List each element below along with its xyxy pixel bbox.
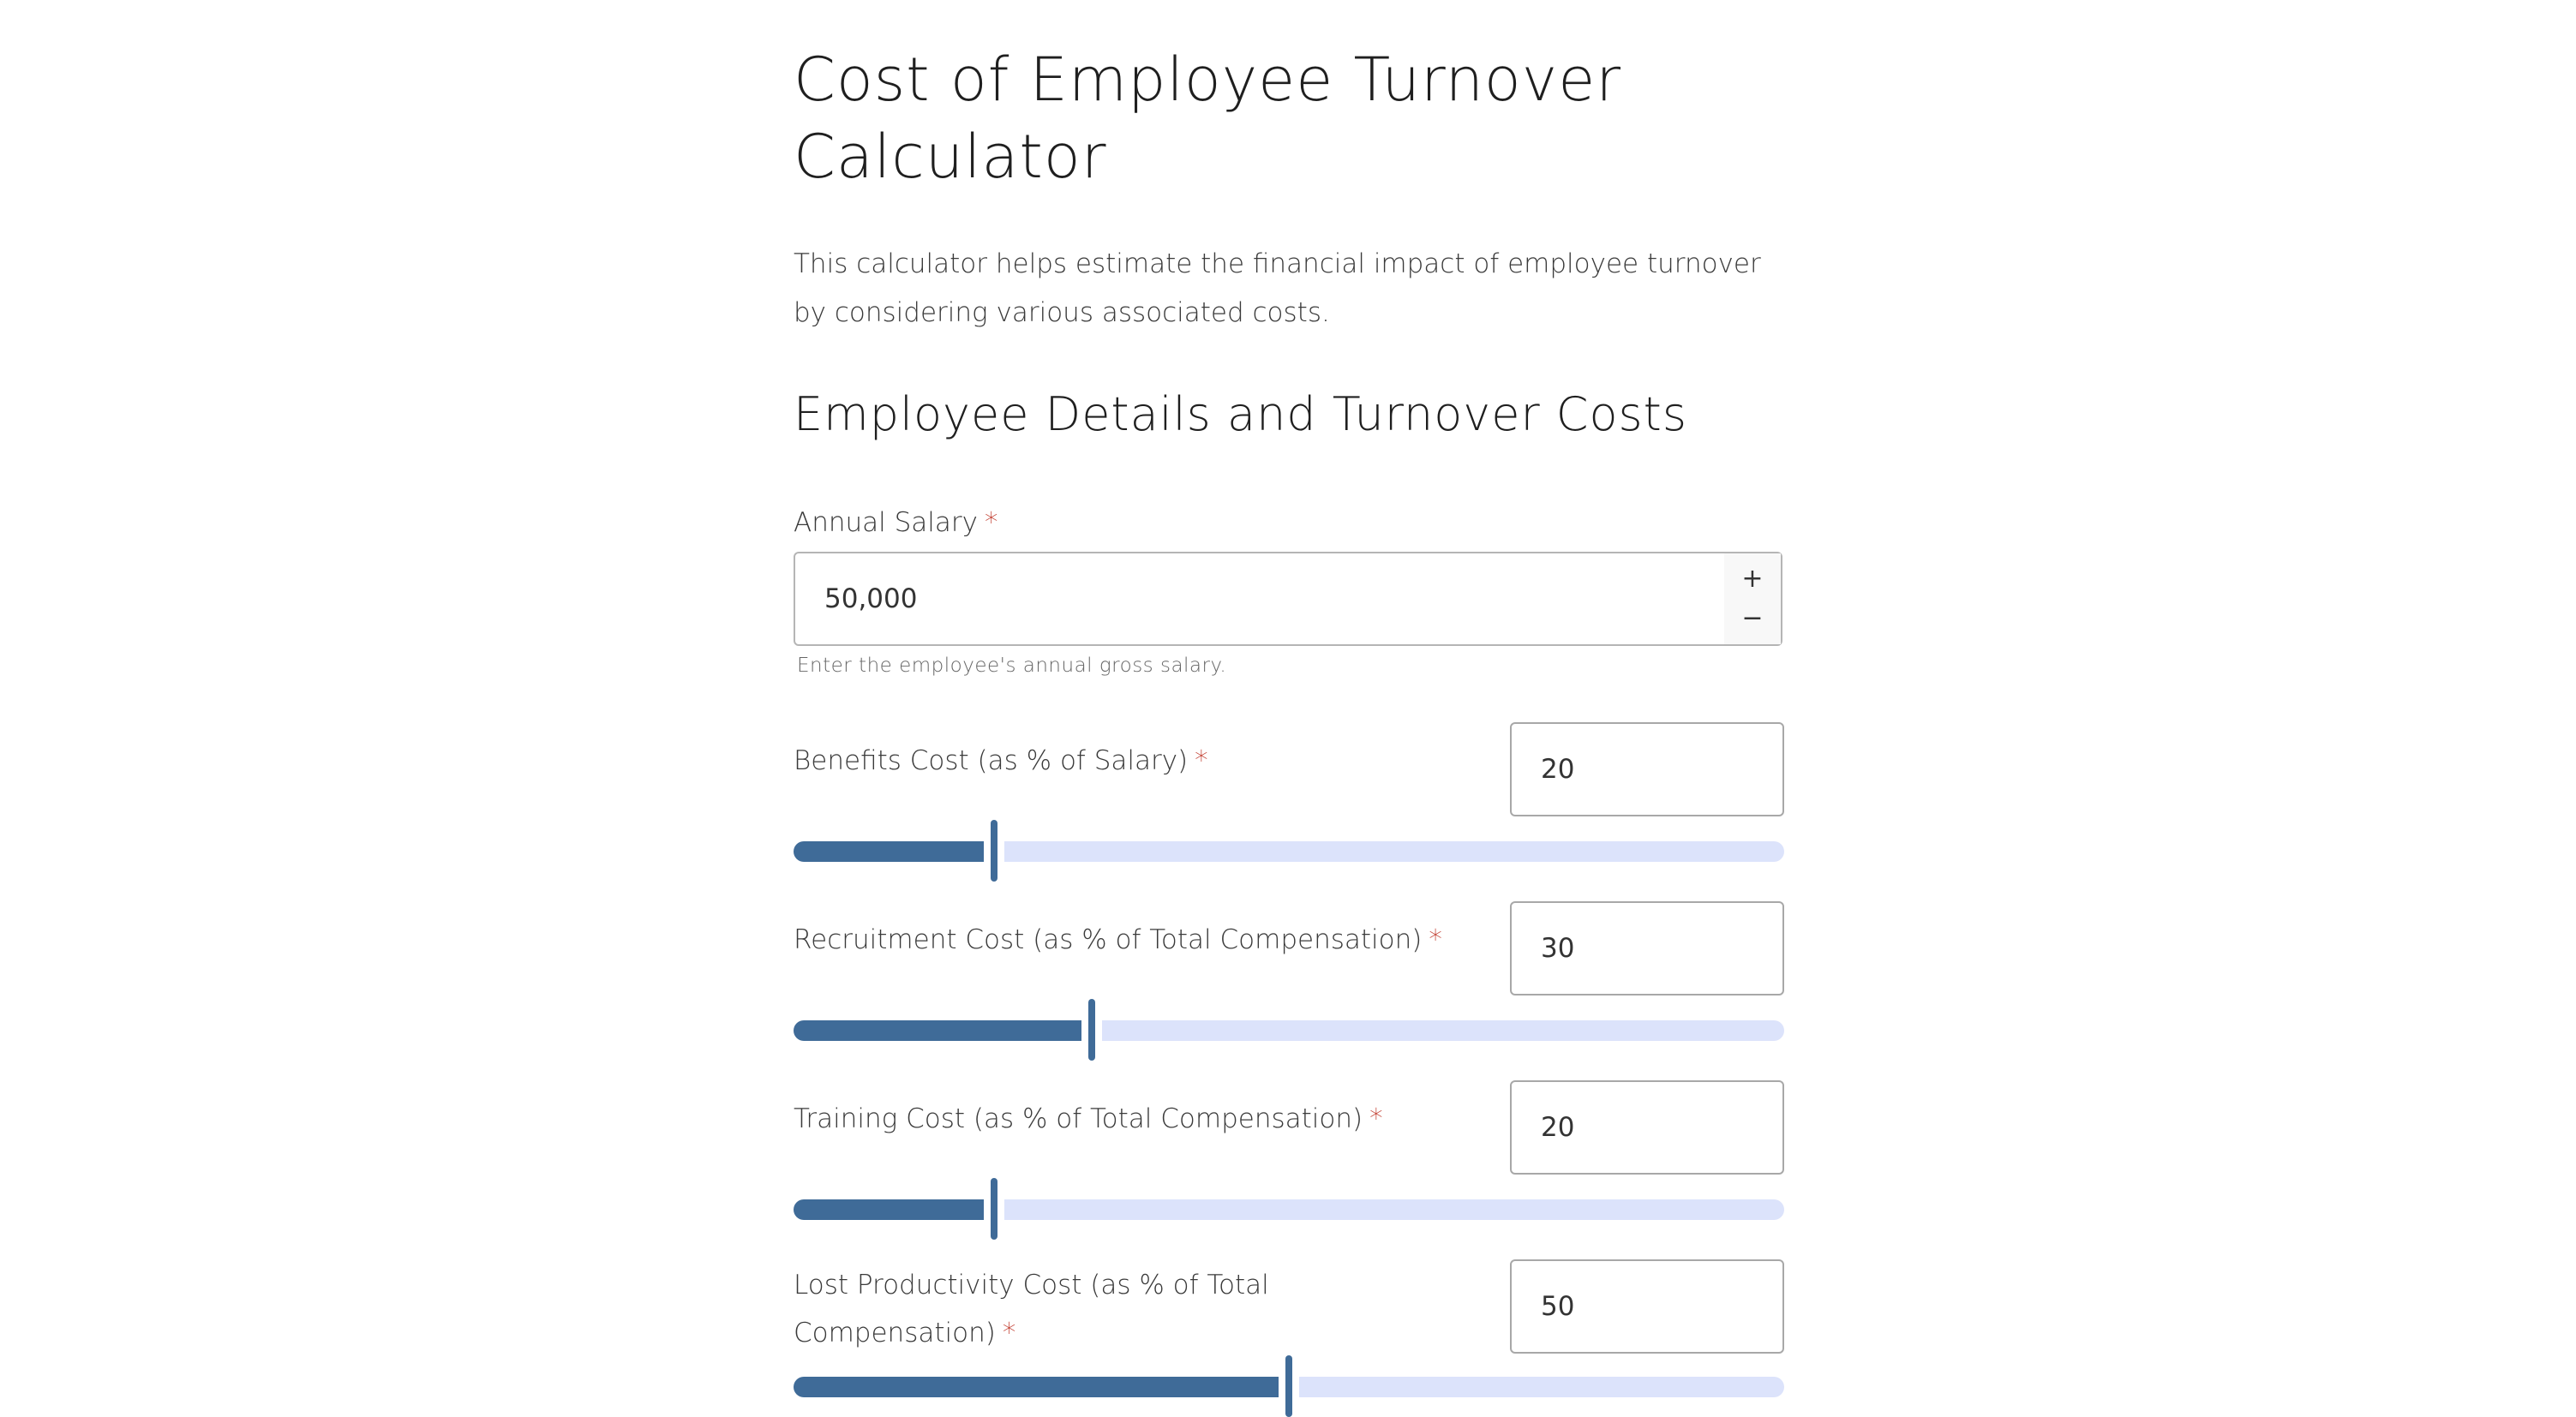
benefits-cost-slider[interactable] [794, 820, 1784, 882]
annual-salary-label [794, 504, 998, 541]
slider-track [1299, 1377, 1784, 1397]
lost-productivity-cost-number-field[interactable] [1510, 1259, 1784, 1354]
recruitment-cost-label-text: Recruitment Cost (as % of Total Compensation) [794, 924, 1423, 955]
slider-track [1102, 1020, 1784, 1041]
slider-track [1004, 1199, 1784, 1220]
training-cost-label [794, 1095, 1496, 1143]
training-cost-label-text: Training Cost (as % of Total Compensation) [794, 1103, 1363, 1134]
slider-fill [794, 1020, 1081, 1041]
annual-salary-input[interactable]: 50,000 [824, 583, 918, 614]
decrement-button[interactable]: − [1741, 603, 1764, 633]
required-marker: * [1002, 1318, 1016, 1348]
lost-productivity-cost-label-text: Lost Productivity Cost (as % of Total Compensation) [794, 1270, 1269, 1348]
training-cost-number-field[interactable] [1510, 1080, 1784, 1175]
annual-salary-field[interactable] [794, 552, 1782, 646]
benefits-cost-label-text: Benefits Cost (as % of Salary) [794, 745, 1189, 776]
slider-handle[interactable] [991, 1178, 997, 1240]
required-marker: * [985, 507, 998, 538]
recruitment-cost-label [794, 916, 1496, 964]
salary-stepper [1724, 553, 1781, 644]
slider-fill [794, 1377, 1279, 1397]
lost-productivity-cost-slider[interactable] [794, 1355, 1784, 1417]
recruitment-cost-number-field[interactable] [1510, 901, 1784, 995]
page-description: This calculator helps estimate the financial impact of employee turnover by considering various associated costs. [794, 248, 1761, 328]
slider-fill [794, 841, 984, 862]
training-cost-input[interactable]: 20 [1541, 1112, 1575, 1143]
slider-handle[interactable] [1088, 999, 1095, 1061]
slider-fill [794, 1199, 984, 1220]
slider-handle[interactable] [1285, 1355, 1292, 1417]
slider-track [1004, 841, 1784, 862]
annual-salary-label-text: Annual Salary [794, 507, 978, 538]
benefits-cost-number-field[interactable] [1510, 722, 1784, 816]
benefits-cost-input[interactable]: 20 [1541, 754, 1575, 785]
lost-productivity-cost-input[interactable]: 50 [1541, 1291, 1575, 1322]
required-marker: * [1429, 924, 1442, 955]
required-marker: * [1195, 745, 1208, 776]
recruitment-cost-input[interactable]: 30 [1541, 933, 1575, 964]
recruitment-cost-slider[interactable] [794, 999, 1784, 1061]
training-cost-slider[interactable] [794, 1178, 1784, 1240]
page-title: Cost of Employee Turnover Calculator [794, 45, 1622, 192]
benefits-cost-label [794, 737, 1496, 785]
annual-salary-hint: Enter the employee's annual gross salary. [797, 655, 1227, 677]
section-title: Employee Details and Turnover Costs [794, 387, 1687, 441]
increment-button[interactable]: + [1741, 564, 1764, 594]
required-marker: * [1369, 1103, 1383, 1134]
lost-productivity-cost-label [794, 1261, 1308, 1357]
slider-handle[interactable] [991, 820, 997, 882]
